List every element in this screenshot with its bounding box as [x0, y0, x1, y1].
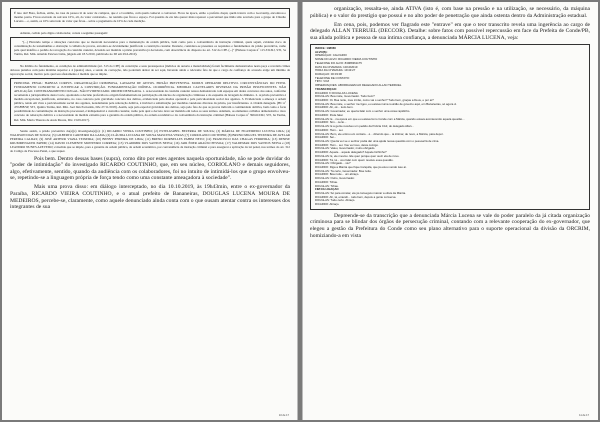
paragraph-large: Mais uma prova disso: em diálogo interceptado, no dia 10.10.2019, às 19h43min, entre o ex-governador da Paraíba, RICARDO VIEIRA COUTINHO, e o atual prefeito de Bananeiras, DOUGLAS LUCENA MOURA DE MEDEIROS, percebe-se, claramente, como aquele denunciado ainda conta com o que ousam atentar contra os interesses dos integrantes de sua — [10, 184, 290, 211]
quote-box-top-text: É isso daí! Bota, fechou, então, na casa da pessoa lá do setor de compras, que é o Coutinho, com quem comecei a conversar. Ficou na época, então o prefeito daqui, quem tratava com o Geovanny, encontrou o mesmo ponto. Ficou acertado de sair uns 10%, ali, do valor contratado... na reunião que ficou o espaço. Foi questão de ele não querer mais repassar o percentual que tinha sido acertado para o grupo de Cláudio Lucena ... e, assim, os 10% saiu tudo do valor que ficou... sobre o pagamento de 10% de cada medição. — [14, 11, 286, 24]
page-number: 10 de 17 — [278, 414, 289, 417]
transcript-line: DOUGLAS: É... na época em que eu estava lá no Conde com a Márcia, quando estava acontecendo aquela questão... — [315, 117, 465, 121]
transcript-line: RICARDO: Hum... sei. Vou ver isso, deixa comigo. — [315, 143, 379, 147]
transcript-line: DOUGLAS: Governador, eu queria falar com o senhor uma coisa rapidinho. — [315, 110, 411, 114]
transcript-line: FIM DA LIGAÇÃO — [315, 188, 339, 192]
transcript-box — [310, 44, 590, 210]
transcript-line: TRANSCRIÇÃO: — [315, 87, 337, 91]
page-left — [2, 2, 298, 420]
transcript-line: RICARDO X DOUGLAS LUCENA — [315, 91, 358, 95]
transcript-line: RICARDO: Hum... sei. — [315, 128, 344, 132]
jurisprudence-box — [10, 78, 290, 126]
transcript-line: RICARDO: Oi. Boa noite, meu irmão, como vai o senhor? Tudo bem, graças a Deus, e por aí? — [315, 99, 434, 103]
page-number: 11 de 17 — [579, 414, 589, 417]
transcript-line: DOUGLAS: Tchau. — [315, 184, 339, 188]
transcript-line: RICARDO: Ah, tá, entendi... tudo bem, depois a gente conversa. — [315, 195, 397, 199]
transcript-line: DOUGLAS: Queria ver se o senhor podia dar uma ajuda nessa questão com o pessoal lá de cima. — [315, 139, 440, 143]
paragraph-large: Depreende-se da transcrição que a denunciada Márcia Lucena se vale do poder paralelo da já citada organização criminosa para se blindar dos órgãos de persecução criminal, contando com a relevante cooperação do ex-governador, que elegeu a gestão da Prefeitura do Conde como seu plano alternativo para o suporte operacional da divisão da ORCRIM, homiziando-a em vista — [310, 212, 590, 239]
transcript-line: DOUGLAS: Valeu, Governador, muito obrigado. — [315, 147, 376, 151]
transcript-line: ÍNDICE: 138060 — [315, 46, 336, 50]
transcript-line: TELEFONE DO ALVO: 83988361175 — [315, 61, 362, 65]
page-right — [302, 2, 598, 420]
transcript-line: RICARDO: Aquele... aquele delegado? Aquele bichinho? — [315, 151, 387, 155]
transcript-line: DOUGLAS: Boa noite, o senhor me ligou, eu estava numa reunião de governo aqui, em Bananeiras, só agora vi. — [315, 102, 457, 106]
transcript-line: DOUGLAS: Bom, ele entrou em contato... é... dizendo que... ia intimar, de novo, a Márcia, para depor. — [315, 132, 444, 136]
transcript-line: DOUGLAS: É, ele mesmo. Ele quer porque quer ouvir ela de novo. — [315, 154, 400, 158]
page-gutter — [297, 2, 298, 420]
page-gutter — [302, 2, 303, 420]
paragraph: Adiante, cedido pelo digno colaborador, consta a seguinte passagem: — [20, 30, 108, 35]
transcript-line: OPERAÇÃO: CALVÁRIO — [315, 54, 347, 58]
transcript-line: DOUGLAS: Obrigado... viu? — [315, 162, 351, 166]
quote-box-top — [10, 8, 290, 28]
paragraph-large: Pois bem. Dentro dessas bases (supra), como dito por estes agentes naquela oportunidade, não se pode duvidar do "poder de intimidação" do investigado RICARDO COUTINHO, que, em seu núcleo, CORIOLANO e demais seguidores, algo, efetivamente, sentido, quando da audiência com os colaboradores, foi no intuito de intimidá-los que o grupo envolveu-se, repetindo-se a linguagem própria de força tendo como uma constante ameaçadora à sociedade". — [10, 155, 290, 182]
transcript-line: DOUGLAS: E a gente recebeu um pedido da Polícia Civil, do delegado Allan... — [315, 125, 414, 129]
jurisprudence-text: PRINCIPAL PENAL: HABEAS CORPUS. ORGANIZAÇÃO CRIMINOSA, LAVAGEM DE ATIVOS. PRISÃO PREVENTIVA. MODUS OPERANDI DELITIVO. CIRCUNSTÂNCIAS DO FEITO. FUNDAMENTO CONCRETO A JUSTIFICAR A CONSTRIÇÃO. FUNDAMENTAÇÃO IDÔNEA. OCORRÊNCIA. MEDIDAS CAUTELARES DIVERSAS DA PRISÃO INSUFICIENTES. NÃO APLICAÇÃO. CONSTRANGIMENTO ILEGAL. NÃO EVIDENCIADO. ORDEM DENEGADA. 1. A necessidade da custódia cautelar restou demonstrada com espeque em dados concretos dos autos, conforme recomenda a jurisprudência desta Corte, apontando a decisão proferida no origem fundamentada na participação em núcleo de organização criminosa e do esquema de lavagem de dinheiro. 2. A prisão preventiva é medida excepcional, justificada, entretanto, no caso concreto pela gravidade concreta dos delitos, evidenciada pelo modus operandi e pela periculosidade social dos agentes. 3. Evidenciada a ameaça à ordem pública, tendo em vista a periculosidade social dos agentes, notadamente pela reiteração delitiva, é inviável a substituição por medidas cautelares diversas da prisão, por insuficientes. 4. Ordem denegada. (HC nº 470.888/SP, STJ, Quinta Turma, Rel. Min. Joel Ilan Paciornik, DJe 27/11/2018). Assim, seja pela especial gravidade dos delitos, seja pelo fato de que as provas indicam a continuidade delitiva, bem como a forte possibilidade de contaminação da instrução processual, é indispensável a custódia cautelar, razão pela qual o decreto deve ser mantido em todos os seus termos. Ademais, os elementos colhidos demonstram o risco concreto de reiteração delitiva e a necessidade da medida extrema para a garantia da ordem pública, da ordem econômica e da conveniência da instrução criminal (Habeas Corpus nº 399.610/RJ, STJ, 6a Turma, Rel. Min. Maria Thereza de Assis Moura, DJe 13.09.2017). — [14, 81, 286, 122]
transcript-line: ALVO(S): — [315, 50, 328, 54]
transcript-line: RICARDO: Tchau. — [315, 180, 339, 184]
transcript-line: HORA DA CHAMADA: 19:43:27 — [315, 69, 356, 73]
transcript-line: RICARDO: Diga a Márcia que fique tranquila, que já estou vendo isso aí. — [315, 165, 407, 169]
transcript-line: DOUGLAS: Outro, Governador. — [315, 177, 355, 181]
transcript-line: DOUGLAS: Boa noite, Governador. Tudo bem? — [315, 95, 375, 99]
transcript-line: DOUGLAS: Tudo certo. Abraço. — [315, 199, 356, 203]
transcript-line: TELEFONE DE CONTATO: — [315, 76, 350, 80]
citation-box — [10, 37, 290, 61]
preventive-arrest-paragraph: Sendo assim, a prisão preventiva do(a)(s) investigado(a)(s): (1) RICARDO VIEIRA COUTINHO; (2) ESTELIZABEL BEZERRA DE SOUZA; (3) MÁRCIA DE FIGUEIREDO LUCENA LIRA; (4) WALDSON DIAS DE SOUZA; (5) GILBERTO CARNEIRO DA GAMA; (6) CLÁUDIA LUCIANA DE SOUSA MASCENA VERAS; (7) CORIOLANO COUTINHO; (8) BRUNO MIGUEL TEIXEIRA DE AVELAR PEREIRA CALDAS; (9) JOSÉ ARTHUR VIANA TEIXEIRA; (10) BENNY PEREIRA DE LIMA; (11) BRENO DORNELLES PAHIM NETO; (12) FRANCISCO DAS CHAGAS FERREIRA; (13) DENISE KRUMMENAUER PAHIM; (14) DAVID CLEMENTE MONTEIRO CORREIA; (15) VLADIMIR DOS SANTOS NEIVA; (16) JAIR ÉDER ARAÚJO PESSOA; (17) VALDEMAR DOS SANTOS NEIVA e (18) LEANDRO NUNES AZEVEDO; é medida que se impõe, para a garantia da ordem pública, da ordem econômica, por conveniência da instrução criminal e para assegurar a aplicação da lei penal, nos termos do art. 312 do Código de Processo Penal, o que requer. — [10, 129, 290, 154]
transcript-line: RICARDO: Abraço. — [315, 203, 340, 207]
transcript-line: DOUGLAS: Só para constar, ele já conseguiu marcar a oitiva da Márcia. — [315, 192, 407, 195]
transcript-line: RICARDO: Tá, tá... vou falar com quem resolve essa questão. — [315, 158, 394, 162]
paragraph-large: organização, ressalta-se, ainda ATIVA (isto é, com base na pressão e na utilização, se necessário, da máquina pública) e o valor do prestígio que possui e no alto poder de penetração que ainda ostenta dentro da Administração estadual. — [310, 6, 590, 19]
citation-text: "(...) Havendo tempo e situações concretas que se mostram necessárias para a manutenção da ordem pública, bem como para a conveniência da instrução criminal, quais sejam, evidente risco de contaminação de testemunhas e obstrução à colheita de provas, encontra-se devidamente justificada a constrição cautelar. Destarte, considera-se presentes os requisitos e fundamentos da prisão preventiva, razão pela qual indefiro o pedido de revogação da custódia cautelar, devendo ser mantida a prisão preventiva já decretada, com observância do disposto no art. 312 do CPP. (...)" (Habeas Corpus nº 115.331/RJ, STJ, 5a Turma, Rel. Min. Arnaldo Esteves Lima, julgado em 18.5.2010, publicado no DJ em 29.6.2010). — [14, 39, 286, 57]
transcript-line: OBSERVAÇÕES: ABORDAGEM AO DELEGADO ALLAN TERRUEL — [315, 84, 402, 88]
transcript-line: DURAÇÃO: 00:03:08 — [315, 73, 342, 76]
transcript-line: TIPO: VOZ — [315, 80, 330, 84]
transcript-line: RICARDO: Sei... — [315, 136, 337, 140]
transcript-line: NOME DO ALVO: RICARDO VIEIRA COUTINHO — [315, 58, 378, 62]
transcript-line: DOUGLAS: Tá certo, Governador. Boa noite. — [315, 169, 372, 173]
transcript-line: RICARDO: Sim... certo... — [315, 121, 347, 125]
transcript-line: RICARDO: Pode falar. — [315, 113, 344, 117]
transcript-line: DATA DA CHAMADA: 10/10/2019 — [315, 65, 358, 69]
paragraph: No âmbito do fundamento, as condições de admissibilidade (art. 313 do CPP) da constrição e seus pressupostos (indícios de autoria e materialidade) foram facilmente demonstrados nesta peça e revelam crimes dolosos punidos com pena máxima superior a 4 (quatro) anos, e sendo de corrupção, não poderiam deixar de ser aqui, havendo ainda o relevante fato de que o cargo de confiança do acusado exige um mínimo de reprovação social, motivo pelo qual seu afastamento é medida que se impõe. — [10, 63, 290, 76]
paragraph-large: Em cena, pois, podemos ver flagrado este "entrave" em que o teor transcrito revela uma ingerência ao cargo de delegado ALLAN TERRUEL (DECCOR). Detalhe: sobre fatos com possível repercussão em face da Prefeita de Conde/PB, sua aliada política e pessoa de sua íntima confiança, a denunciada MÁRCIA LUCENA, veja: — [310, 21, 590, 41]
transcript-line: RICARDO: Boa noite... um abraço. — [315, 173, 360, 177]
transcript-line: RICARDO: Ah, ok... tudo bem. — [315, 106, 354, 110]
